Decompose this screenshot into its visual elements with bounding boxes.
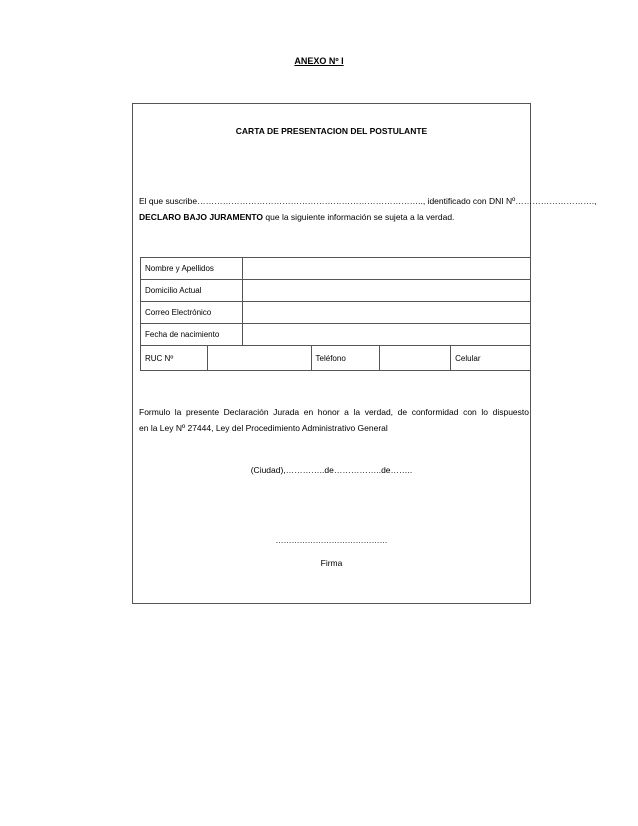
table-row: [141, 280, 531, 302]
card-title: CARTA DE PRESENTACION DEL POSTULANTE: [235, 126, 428, 136]
declaration-bold: DECLARO BAJO JURAMENTO: [139, 212, 264, 222]
table-row: [141, 302, 531, 324]
ruc-field[interactable]: [207, 346, 311, 371]
table-row: [141, 346, 531, 371]
ciudad-date-line: (Ciudad),…………..de……………..de……..: [250, 465, 413, 475]
signature-line: ……………………………………: [275, 536, 388, 545]
domicilio-field[interactable]: [242, 280, 530, 302]
telefono-field[interactable]: [380, 346, 451, 371]
formulo-line-1: Formulo la presente Declaración Jurada en honor a la verdad, de conformidad con lo dispuesto: [139, 407, 529, 417]
annex-title: ANEXO Nº I: [294, 56, 344, 66]
row-label-correo: Correo Electrónico: [141, 302, 243, 324]
table-row: [141, 258, 531, 280]
applicant-data-table: [140, 257, 531, 371]
correo-field[interactable]: [242, 302, 530, 324]
ruc-label: RUC Nº: [141, 346, 208, 371]
declaration-line-2: [139, 212, 529, 222]
row-label-domicilio: Domicilio Actual: [141, 280, 243, 302]
row-label-fecha: Fecha de nacimiento: [141, 324, 243, 346]
declaration-rest: que la siguiente información se sujeta a la verdad.: [263, 212, 455, 222]
celular-label: Celular: [451, 346, 531, 371]
telefono-label: Teléfono: [311, 346, 380, 371]
nombre-field[interactable]: [242, 258, 530, 280]
formulo-paragraph: [139, 404, 529, 436]
formulo-line-2: en la Ley Nº 27444, Ley del Procedimiento Administrativo General: [139, 423, 388, 433]
table-row: [141, 324, 531, 346]
declaration-line-1: El que suscribe…………………………………………………………………….., identificado con DNI Nº……………………….,: [139, 196, 597, 206]
firma-label: Firma: [320, 558, 343, 568]
fecha-field[interactable]: [242, 324, 530, 346]
row-label-nombre: Nombre y Apellidos: [141, 258, 243, 280]
